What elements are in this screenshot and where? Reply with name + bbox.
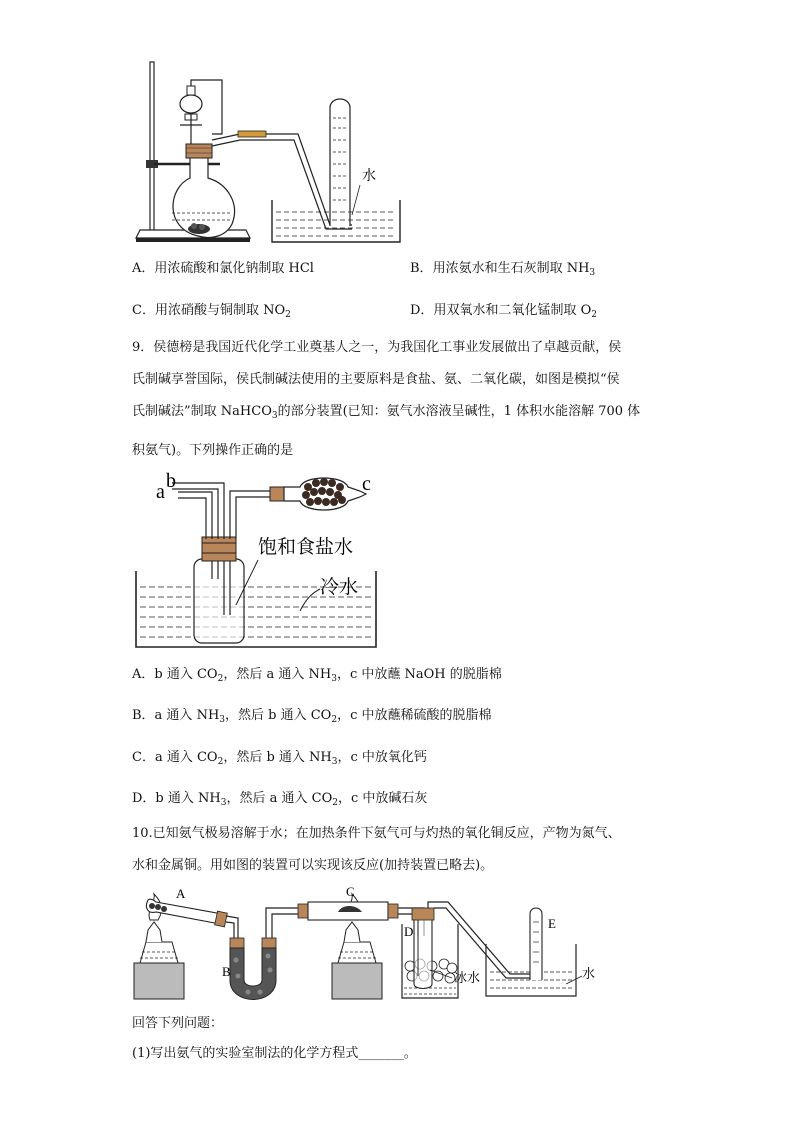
q10-label-a: A [176, 886, 186, 901]
q9-label-c: c [362, 473, 371, 495]
q9-label-cold-water: 冷水 [320, 576, 359, 598]
q8-option-c: C．用浓硝酸与铜制取 $NO_2$ [132, 303, 291, 320]
q9-label-b: b [166, 470, 176, 492]
separatory-funnel [180, 80, 222, 144]
q9-option-d: D．b 通入 $NH_3$，然后 a 通入 $CO_2$，c 中放碱石灰 [132, 791, 428, 808]
q10-answer-prompt: 回答下列问题： [132, 1016, 224, 1031]
q9-option-c: C．a 通入 $CO_2$，然后 b 通入 $NH_3$，c 中放氧化钙 [132, 750, 427, 767]
round-bottom-flask [172, 155, 235, 238]
drying-tube [270, 478, 366, 510]
q10-apparatus-figure [0, 880, 794, 1010]
q10-label-b: B [222, 964, 231, 979]
q9-label-a: a [156, 481, 165, 503]
q8-apparatus-figure [0, 0, 794, 260]
q9-label-brine: 饱和食盐水 [258, 536, 354, 558]
q9-option-a: A．b 通入 $CO_2$，然后 a 通入 $NH_3$，c 中放蘸 NaOH 的脱脂棉 [132, 667, 502, 684]
answer-blank[interactable]: _______ [358, 1046, 404, 1061]
q10-label-water: 水 [582, 967, 596, 982]
rubber-stopper [186, 144, 212, 158]
q9-line-3: 氏制碱法”制取 NaHCO$_3$的部分装置(已知：氨气水溶液呈碱性，1 体积水能溶解 700 体 [132, 404, 641, 421]
collection-tube [330, 99, 350, 226]
q9-apparatus-figure [0, 465, 794, 665]
q9-line-2: 氏制碱享誉国际，侯氏制碱法使用的主要原料是食盐、氨、二氧化碳，如图是模拟“侯 [132, 372, 620, 387]
q10-label-d: D [404, 924, 414, 939]
q9-line-1: 9．侯德榜是我国近代化学工业奠基人之一，为我国化工事业发展做出了卓越贡献，侯 [132, 340, 622, 355]
q9-option-b: B．a 通入 $NH_3$，然后 b 通入 $CO_2$，c 中放蘸稀硫酸的脱脂棉 [132, 708, 492, 725]
q8-water-label: 水 [362, 168, 376, 184]
q8-option-b: B．用浓氨水和生石灰制取 $NH_3$ [410, 261, 596, 278]
q9-line-4: 积氨气)。下列操作正确的是 [132, 443, 294, 458]
water-trough-e [486, 908, 582, 996]
reaction-bottle [194, 537, 244, 643]
q10-label-ice-water: 冰水 [454, 971, 481, 986]
q10-sub-question-1: (1)写出氨气的实验室制法的化学方程式_______。 [132, 1046, 417, 1061]
q10-label-e: E [548, 916, 556, 931]
q10-label-c: C [346, 884, 355, 899]
q8-option-d: D．用双氧水和二氧化锰制取 $O_2$ [410, 303, 597, 320]
q10-line-2: 水和金属铜。用如图的装置可以实现该反应(加持装置已略去)。 [132, 858, 494, 873]
u-tube-b [230, 908, 300, 1000]
q10-line-1: 10.已知氨气极易溶解于水；在加热条件下氨气可与灼热的氧化铜反应，产物为氮气、 [132, 826, 621, 841]
q8-option-a: A．用浓硫酸和氯化钠制取 HCl [132, 261, 314, 276]
